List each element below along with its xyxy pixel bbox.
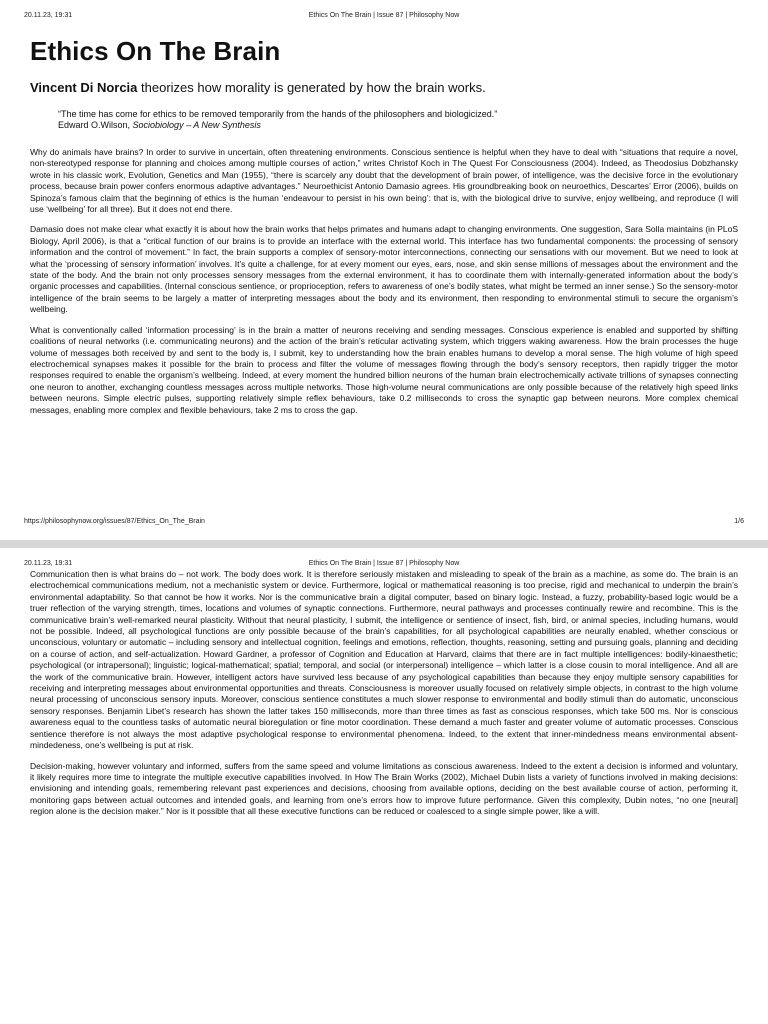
byline-text: theorizes how morality is generated by how the brain works. [137,80,486,95]
body-paragraph: Why do animals have brains? In order to survive in uncertain, often threatening environments. Conscious sentience is helpful when they have to deal with “situations that require a novel, non-stereotyped response for planning and choices among multiple courses of action,” writes Christof Koch in The Quest For Consciousness (2004). Indeed, as Theodosius Dobzhansky wrote in his classic work, Evolution, Genetics and Man (1955), “there is scarcely any doubt that the development of brain power, of intelligence, was the decisive force in the evolutionary process, because brain power confers enormous adaptive advantages.” Neuroethicist Antonio Damasio agrees. His groundbreaking book on neuroethics, Descartes’ Error (2006), builds on Spinoza’s famous claim that the beginning of ethics is the human ‘endeavour to persist in his own being’: that is, with the biological drive to survive, enjoy wellbeing, and reproduce (I will use ‘wellbeing’ for all three). But it does not end there. [30,147,738,215]
page-number: 1/6 [734,518,744,525]
body-paragraph: What is conventionally called ‘information processing’ is in the brain a matter of neurons receiving and sending messages. Conscious experience is enabled and supported by shifting coalitions of neural networks (i.e. communicating neurons) and the action of the brain’s reticular activating system, which triggers waking awareness. How the brain processes the huge volume of messages both received by and sent to the body is, I submit, key to understanding how the brain enables humans to develop a moral sense. The high volume of high speed electrochemical synapses makes it possible for the brain to process and filter the volume of messages flowing through the body’s sensory receptors, then rapidly trigger the motor responses required to enable the organism’s wellbeing. Indeed, at every moment the hundred billion neurons of the human brain electrochemically activate trillions of synapses connecting one neuron to another, exchanging countless messages across multiple networks. Those high-volume neural communications are only possible because of the relatively high speed links between neurons. Simple electric pulses, supporting relatively simple reflex behaviours, take 0.2 milliseconds to cross the synaptic gap between neurons. More complex chemical messages, enabling more complex and flexible behaviours, take 2 ms to cross the gap. [30,324,738,415]
print-timestamp: 20.11.23, 19:31 [24,560,73,567]
quote-author: Edward O.Wilson, [58,120,133,130]
page-separator [0,540,768,548]
article-title: Ethics On The Brain [30,36,281,66]
page-url[interactable]: https://philosophynow.org/issues/87/Ethics_On_The_Brain [24,518,205,525]
body-paragraph: Decision-making, however voluntary and informed, suffers from the same speed and volume limitations as conscious awareness. Indeed to the extent a decision is informed and voluntary, it likely requires more time to integrate the multiple executive capabilities involved. In How The Brain Works (2002), Michael Dubin lists a variety of functions involved in making decisions: envisioning and intending goals, remembering relevant past experiences and decisions, choosing from available options, deciding on the best available course of action, performing it, monitoring gaps between actual outcomes and intended goals, and learning from one’s errors how to improve future performance. Given this complexity, Dubin notes, “no one [neural] region alone is the decision maker.” Nor is it possible that all these executive functions can be reduced or coalesced to a single simple power, like a will. [30,760,738,817]
page-header [24,12,744,24]
print-page-title: Ethics On The Brain | Issue 87 | Philosophy Now [308,12,460,19]
body-paragraph: Communication then is what brains do – not work. The body does work. It is therefore seriously mistaken and misleading to speak of the brain as a machine, as some do. The brain is an electrochemical communications medium, not a mechanistic system or device. Furthermore, logical or mathematical reasoning is too precise, rigid and mechanical to underpin the brain’s environmental adaptability. So that cannot be how it works. Nor is the communicative brain a digital computer, based on binary logic. Instead, a fuzzy, probability-based logic would be a truer reflection of the varying strength, times, locations and volumes of synaptic connections. Furthermore, neural pathways and processes continually rewire and recombine. This is the communicative brain’s well-remarked neural plasticity. Without that neural plasticity, I submit, the intelligence or sentience of insect, fish, bird, or animal species, including humans, would not be possible. Indeed, all psychological functions are only possible because of the brain’s capabilities, for all psychological capabilities are neurally enabled, whether conscious or unconscious, voluntary or automatic – including sensory and intellectual cognition, feelings and emotions, reflection, thoughts, reasoning, setting and pursuing goals, planning and deciding on a course of action, and self-actualization. Howard Gardner, a professor of Cognition and Education at Harvard, claims that there are in fact multiple intelligences: bodily-kinaesthetic; psychological (or intrapersonal); linguistic; logical-mathematical; spatial; temporal, and social (or interpersonal) intelligence – which latter is a close cousin to moral intelligence. And all are the work of the communicative brain. However, intelligent actors have survived less because of any psychological capabilities than because they enjoy multiple sensory capabilities for receiving and interpreting messages about environmental opportunities and threats. Consciousness is moreover usually focused on relatively simple objects, in contrast to the high volume neural processing of unconscious sensory inputs. Moreover, conscious sentience constitutes a much slower response to environmental and bodily stimuli than do automatic, unconscious sensory responses. Benjamin Libet’s research has shown the latter takes 150 milliseconds, more than three times as fast as conscious responses, which take 500 ms. Nor is conscious awareness equal to the countless tasks of automatic neural bioregulation or fine motor coordination. These demand a much faster and greater volume of automatic processes. Conscious sentience therefore is not always the most adaptive psychological response to environmental phenomena. Indeed, to the extent that inner-mindedness means environmental absent-mindedeness, one’s wellbeing is put at risk. [30,569,738,751]
page-footer [24,518,744,528]
print-page-title: Ethics On The Brain | Issue 87 | Philosophy Now [308,560,460,567]
quote-source: Sociobiology – A New Synthesis [132,120,261,130]
print-timestamp: 20.11.23, 19:31 [24,12,73,19]
body-paragraph: Damasio does not make clear what exactly it is about how the brain works that helps primates and humans adapt to changing environments. One suggestion, Sara Solla maintains (in PLoS Biology, April 2006), is that a “critical function of our brains is to provide an interface with the external world. This interface has two fundamental components: the processing of sensory information and the control of movement.” In fact, the brain supports a complex of sensory-motor interconnections, connecting our sensations with our movement. But we need to look at what the ‘processing of sensory information’ involves. It’s quite a challenge, for at every moment our eyes, ears, nose, and skin sense millions of messages about the environment and the state of the body. And the brain not only processes sensory messages from the external environment, it has to coordinate them with internally-generated information about the body’s organic processes and capabilities. (Internal conscious sentience, or proprioception, refers to awareness of one’s bodily states, what might be termed an inner sense.) So the sensory-motor intelligence of the brain seems to be largely a matter of interpreting messages about the body and its environment, then responding to environmental stimuli to secure the organism’s wellbeing. [30,224,738,315]
article-body-continued [30,569,738,1024]
quote-text: “The time has come for ethics to be removed temporarily from the hands of the philosophers and biologicized.” [58,109,498,119]
article-byline [30,80,486,95]
quote-attribution [58,120,718,131]
article-body [30,147,738,425]
author-name[interactable]: Vincent Di Norcia [30,80,138,95]
epigraph-quote [58,109,718,131]
